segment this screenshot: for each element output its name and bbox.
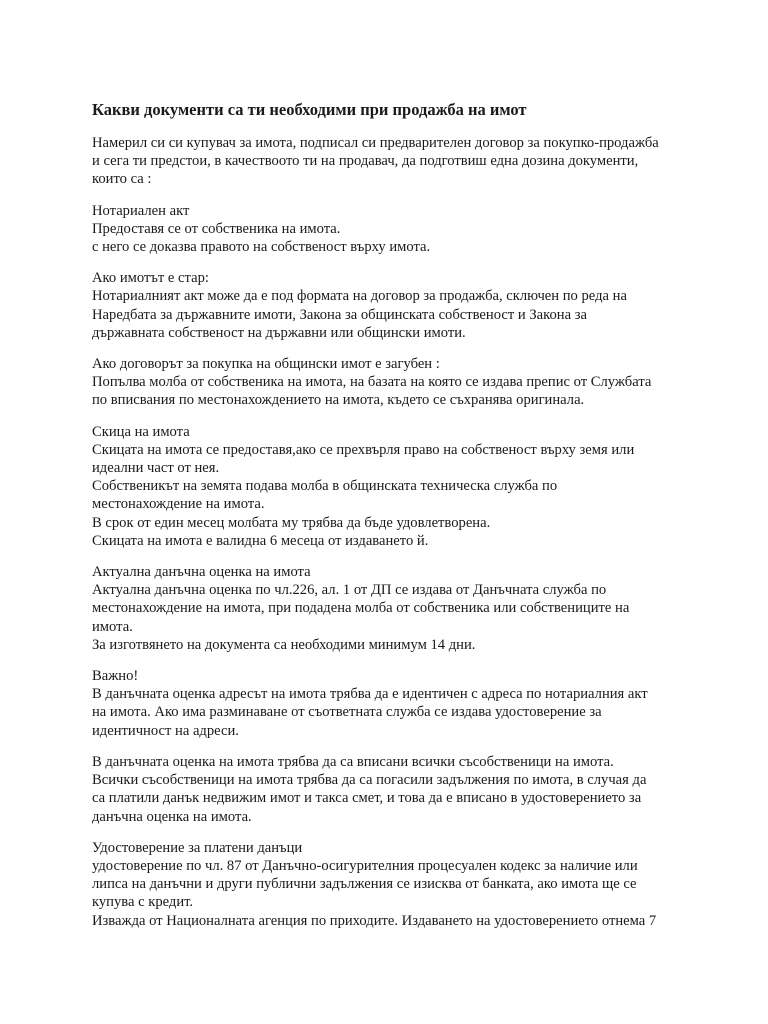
text-line: Попълва молба от собственика на имота, на базата на която се издава препис от Службата bbox=[92, 374, 652, 391]
paragraph-sketch bbox=[92, 423, 682, 550]
text-line: Намерил си си купувач за имота, подписал си предварителен договор за покупко-продажба bbox=[92, 135, 659, 151]
text-line: данъчна оценка на имота. bbox=[92, 808, 252, 825]
paragraph-notarial-deed bbox=[92, 202, 682, 257]
text-line: местонахождение на имота, при подадена молба от собственика или собствениците на bbox=[92, 600, 630, 617]
section-heading: Важно! bbox=[92, 668, 139, 685]
text-line: по вписвания по местонахождението на имота, където се съхранява оригинала. bbox=[92, 392, 585, 409]
text-line: и сега ти предстои, в качествоото ти на продавач, да подготвиш една дозина документи, bbox=[92, 153, 639, 170]
text-line: Актуална данъчна оценка по чл.226, ал. 1 от ДП се издава от Данъчната служба по bbox=[92, 582, 607, 599]
section-heading: Скица на имота bbox=[92, 423, 190, 440]
text-line: Скицата на имота е валидна 6 месеца от издаването й. bbox=[92, 532, 429, 549]
text-line: имота. bbox=[92, 618, 133, 635]
text-line: са платили данък недвижим имот и такса смет, и това да е вписано в удостоверението за bbox=[92, 790, 642, 807]
document-page bbox=[92, 100, 682, 943]
section-heading: Ако договорът за покупка на общински имот е загубен : bbox=[92, 356, 440, 373]
paragraph-old-property bbox=[92, 269, 682, 342]
text-line: Изважда от Националната агенция по приходите. Издаването на удостоверението отнема 7 bbox=[92, 912, 657, 929]
text-line: Нотариалният акт може да е под формата на договор за продажба, сключен по реда на bbox=[92, 288, 627, 305]
paragraph-co-owners bbox=[92, 753, 682, 826]
section-heading: Нотариален акт bbox=[92, 202, 190, 219]
paragraph-important bbox=[92, 667, 682, 740]
text-line: удостоверение по чл. 87 от Данъчно-осигурителния процесуален кодекс за наличие или bbox=[92, 857, 638, 874]
text-line: местонахождение на имота. bbox=[92, 496, 265, 513]
section-heading: Актуална данъчна оценка на имота bbox=[92, 564, 311, 581]
text-line: идентичност на адреси. bbox=[92, 722, 239, 739]
section-heading: Ако имотът е стар: bbox=[92, 270, 209, 287]
text-line: идеални част от нея. bbox=[92, 460, 220, 477]
paragraph-tax-certificate bbox=[92, 839, 682, 930]
text-line: държавната собственост на държавни или общински имоти. bbox=[92, 324, 466, 341]
paragraph-lost-contract bbox=[92, 355, 682, 410]
text-line: Наредбата за държавните имоти, Закона за общинската собственост и Закона за bbox=[92, 306, 587, 323]
text-line: Скицата на имота се предоставя,ако се прехвърля право на собственост върху земя или bbox=[92, 441, 635, 458]
text-line: Предоставя се от собственика на имота. bbox=[92, 220, 341, 237]
text-line: В данъчната оценка адресът на имота трябва да е идентичен с адреса по нотариалния акт bbox=[92, 686, 648, 703]
text-line: липса на данъчни и други публични задължения се изисква от банката, ако имота ще се bbox=[92, 876, 637, 893]
text-line: на имота. Ако има разминаване от съответната служба се издава удостоверение за bbox=[92, 704, 602, 721]
text-line: с него се доказва правото на собственост върху имота. bbox=[92, 239, 431, 256]
document-title: Какви документи са ти необходими при продажба на имот bbox=[92, 100, 527, 119]
section-heading: Удостоверение за платени данъци bbox=[92, 839, 303, 856]
paragraph-intro bbox=[92, 134, 682, 189]
text-line: които са : bbox=[92, 171, 152, 188]
text-line: купува с кредит. bbox=[92, 894, 194, 911]
text-line: За изготвянето на документа са необходими минимум 14 дни. bbox=[92, 636, 476, 653]
text-line: Собственикът на земята подава молба в общинската техническа служба по bbox=[92, 478, 558, 495]
text-line: В данъчната оценка на имота трябва да са вписани всички съсобственици на имота. bbox=[92, 753, 614, 770]
text-line: В срок от един месец молбата му трябва да бъде удовлетворена. bbox=[92, 514, 491, 531]
paragraph-tax-valuation bbox=[92, 563, 682, 654]
text-line: Всички съсобственици на имота трябва да са погасили задължения по имота, в случая да bbox=[92, 772, 647, 789]
